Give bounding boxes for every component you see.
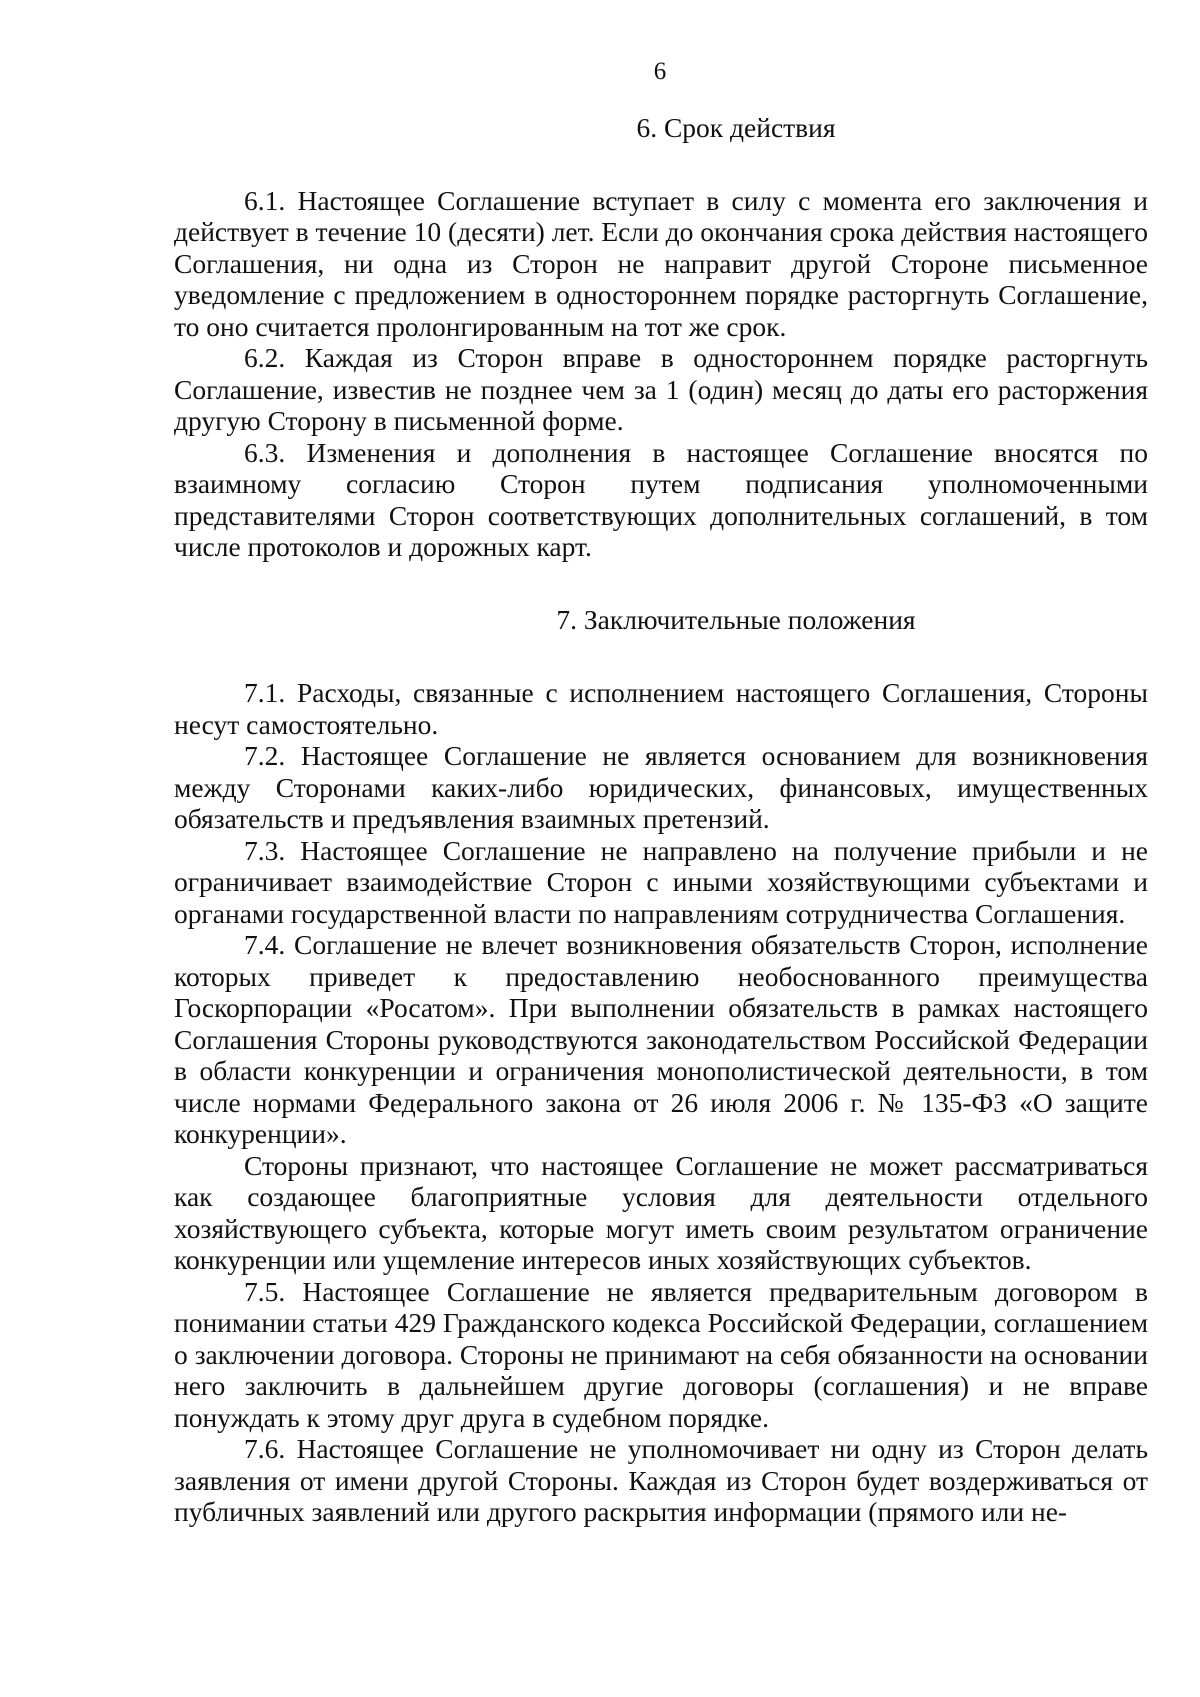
- page-number: 6: [653, 58, 667, 85]
- section-7-title: 7. Заключительные положения: [556, 603, 916, 635]
- paragraph-6-2: 6.2. Каждая из Сторон вправе в одностороннем порядке расторгнуть Соглашение, известив не позднее чем за 1 (один) месяц до даты его расторжения другую Сторону в письменной форме.: [174, 342, 1148, 436]
- paragraph-6-1: 6.1. Настоящее Соглашение вступает в силу с момента его заключения и действует в течение 10 (десяти) лет. Если до окончания срока действия настоящего Соглашения, ни одна из Сторон не направит другой Стороне письменное уведомление с предложением в одностороннем порядке расторгнуть Соглашение, то оно считается пролонгированным на тот же срок.: [174, 184, 1148, 342]
- paragraph-7-1: 7.1. Расходы, связанные с исполнением настоящего Соглашения, Стороны несут самостоятельно.: [174, 677, 1148, 740]
- paragraph-7-4: 7.4. Соглашение не влечет возникновения обязательств Сторон, исполнение которых приведет к предоставлению необоснованного преимущества Госкорпорации «Росатом». При выполнении обязательств в рамках настоящего Соглашения Стороны руководствуются законодательством Российской Федерации в области конкуренции и ограничения монополистической деятельности, в том числе нормами Федерального закона от 26 июля 2006 г. № 135-ФЗ «О защите конкуренции».: [174, 929, 1148, 1149]
- paragraph-7-3: 7.3. Настоящее Соглашение не направлено на получение прибыли и не ограничивает взаимодействие Сторон с иными хозяйствующими субъектами и органами государственной власти по направлениям сотрудничества Соглашения.: [174, 834, 1148, 929]
- paragraph-7-5: 7.5. Настоящее Соглашение не является предварительным договором в понимании статьи 429 Гражданского кодекса Российской Федерации, соглашением о заключении договора. Стороны не принимают на себя обязанности на основании него заключить в дальнейшем другие договоры (соглашения) и не вправе понуждать к этому друг друга в судебном порядке.: [174, 1275, 1148, 1433]
- paragraph-7-6: 7.6. Настоящее Соглашение не уполномочивает ни одну из Сторон делать заявления от имени другой Стороны. Каждая из Сторон будет воздерживаться от публичных заявлений или другого раскрытия информации (прямого или не-: [174, 1433, 1148, 1527]
- paragraph-6-3: 6.3. Изменения и дополнения в настоящее Соглашение вносятся по взаимному согласию Сторон путем подписания уполномоченными представителями Сторон соответствующих дополнительных соглашений, в том числе протоколов и дорожных карт.: [174, 436, 1148, 562]
- document-body: [174, 112, 1148, 1528]
- paragraph-7-2: 7.2. Настоящее Соглашение не является основанием для возникновения между Сторонами каких-либо юридических, финансовых, имущественных обязательств и предъявления взаимных претензий.: [174, 740, 1148, 834]
- paragraph-7-4-addendum: Стороны признают, что настоящее Соглашение не может рассматриваться как создающее благоприятные условия для деятельности отдельного хозяйствующего субъекта, которые могут иметь своим результатом ограничение конкуренции или ущемление интересов иных хозяйствующих субъектов.: [174, 1149, 1148, 1275]
- section-6-title: 6. Срок действия: [636, 112, 836, 143]
